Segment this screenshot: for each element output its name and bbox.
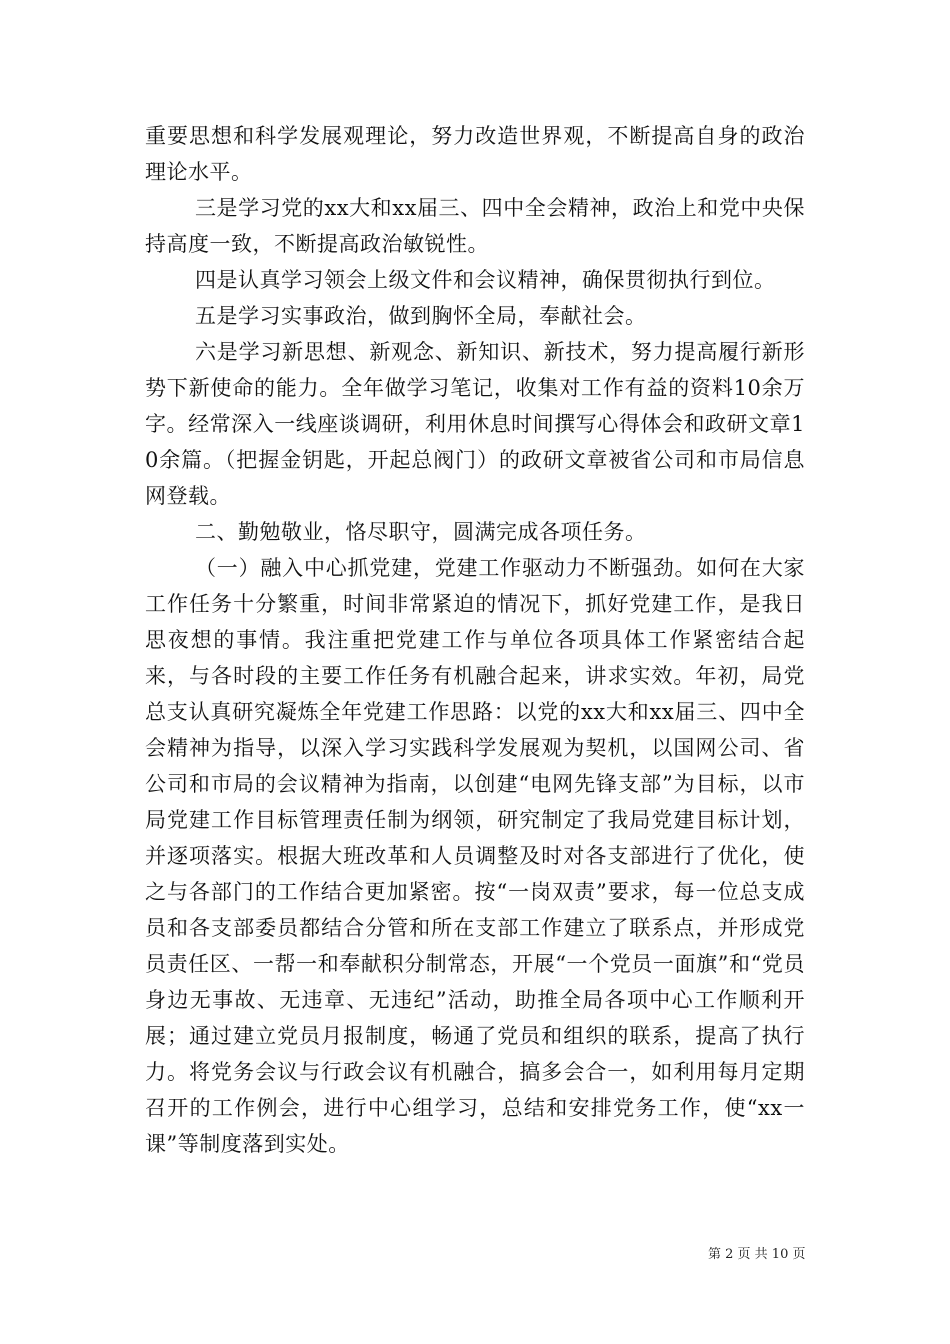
section-heading-two: 二、勤勉敬业，恪尽职守，圆满完成各项任务。 (195, 520, 647, 544)
paragraph-item-four: 四是认真学习领会上级文件和会议精神，确保贯彻执行到位。 (195, 268, 776, 292)
paragraph-item-five: 五是学习实事政治，做到胸怀全局，奉献社会。 (195, 304, 647, 328)
paragraph-subsection-one: （一）融入中心抓党建，党建工作驱动力不断强劲。如何在大家工作任务十分繁重，时间非常紧迫的情况下，抓好党建工作，是我日思夜想的事情。我注重把党建工作与单位各项具体工作紧密结合起来，与各时段的主要工作任务有机融合起来，讲求实效。年初，局党总支认真研究凝炼全年党建工作思路：以党的xx大和xx届三、四中全会精神为指导，以深入学习实践科学发展观为契机，以国网公司、省公司和市局的会议精神为指南，以创建“电网先锋支部”为目标，以市局党建工作目标管理责任制为纲领，研究制定了我局党建目标计划，并逐项落实。根据大班改革和人员调整及时对各支部进行了优化，使之与各部门的工作结合更加紧密。按“一岗双责”要求，每一位总支成员和各支部委员都结合分管和所在支部工作建立了联系点，并形成党员责任区、一帮一和奉献积分制常态，开展“一个党员一面旗”和“党员身边无事故、无违章、无违纪”活动，助推全局各项中心工作顺利开展；通过建立党员月报制度，畅通了党员和组织的联系，提高了执行力。将党务会议与行政会议有机融合，搞多会合一，如利用每月定期召开的工作例会，进行中心组学习，总结和安排党务工作，使“xx一课”等制度落到实处。 (145, 556, 805, 1156)
document-body (145, 118, 805, 1162)
paragraph-continuation: 重要思想和科学发展观理论，努力改造世界观，不断提高自身的政治理论水平。 (145, 124, 805, 184)
paragraph-item-three: 三是学习党的xx大和xx届三、四中全会精神，政治上和党中央保持高度一致，不断提高政治敏锐性。 (145, 196, 805, 256)
page-number-footer: 第 2 页 共 10 页 (708, 1247, 806, 1262)
paragraph-item-six: 六是学习新思想、新观念、新知识、新技术，努力提高履行新形势下新使命的能力。全年做学习笔记，收集对工作有益的资料10余万字。经常深入一线座谈调研，利用休息时间撰写心得体会和政研文章10余篇。（把握金钥匙，开起总阀门）的政研文章被省公司和市局信息网登载。 (145, 340, 805, 508)
